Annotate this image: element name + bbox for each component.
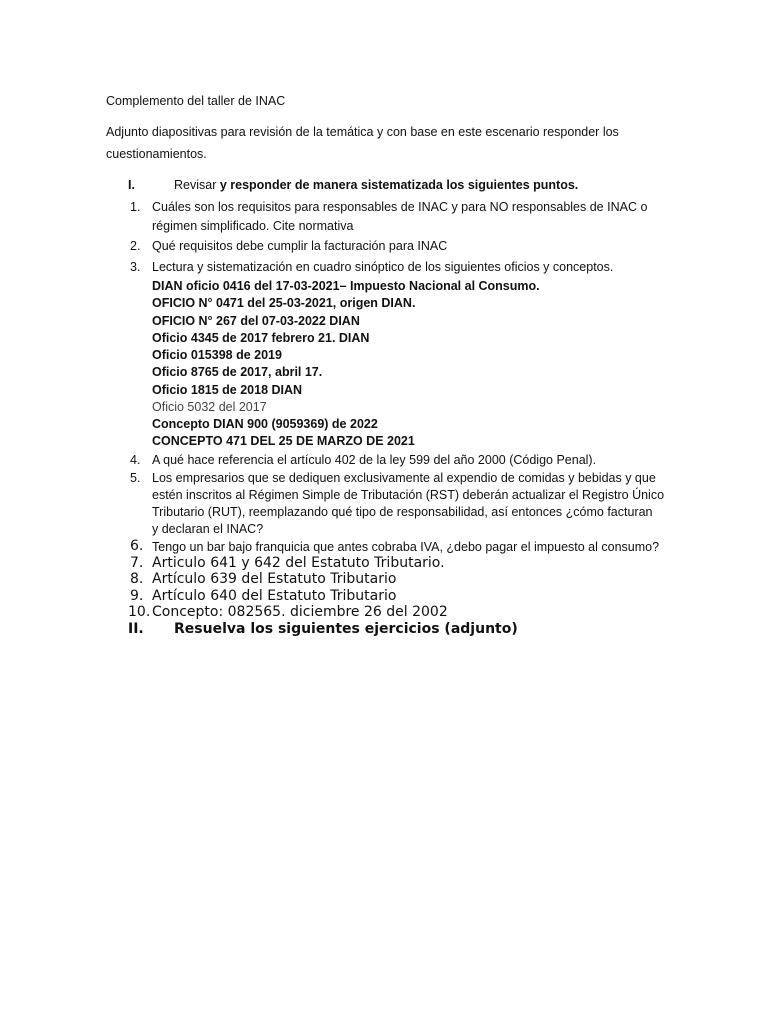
item-9-line-1: Artículo 640 del Estatuto Tributario	[152, 588, 397, 604]
item-1-line-2: régimen simplificado. Cite normativa	[152, 219, 354, 233]
item-5-line-2: estén inscritos al Régimen Simple de Tributación (RST) deberán actualizar el Registro Único	[152, 488, 665, 502]
intro-line-1: Adjunto diapositivas para revisión de la temática y con base en este escenario responder los	[106, 125, 619, 139]
item-8-number: 8.	[130, 571, 144, 587]
item-3-ref-6: Oficio 8765 de 2017, abril 17.	[152, 365, 323, 379]
item-7-line-1: Articulo 641 y 642 del Estatuto Tributario.	[152, 555, 445, 571]
item-5-line-1: Los empresarios que se dediquen exclusivamente al expendio de comidas y bebidas y que	[152, 471, 656, 485]
item-5-line-4: y declaran el INAC?	[152, 522, 264, 536]
item-3-ref-10: CONCEPTO 471 DEL 25 DE MARZO DE 2021	[152, 434, 415, 448]
section-1-heading-bold: y responder de manera sistematizada los siguientes puntos.	[219, 178, 579, 192]
item-8-line-1: Artículo 639 del Estatuto Tributario	[152, 571, 397, 587]
item-6-line-1: Tengo un bar bajo franquicia que antes cobraba IVA, ¿debo pagar el impuesto al consumo?	[152, 540, 660, 554]
section-2-heading: Resuelva los siguientes ejercicios (adjunto)	[174, 621, 518, 637]
item-9-number: 9.	[130, 588, 144, 604]
item-1-number: 1.	[130, 200, 141, 214]
item-3-ref-5: Oficio 015398 de 2019	[152, 348, 282, 362]
item-10-number: 10.	[128, 604, 151, 620]
item-2-number: 2.	[130, 239, 141, 253]
item-3-line-1: Lectura y sistematización en cuadro sinóptico de los siguientes oficios y conceptos.	[152, 260, 614, 274]
section-1-marker: I.	[128, 178, 135, 192]
item-4-line-1: A qué hace referencia el artículo 402 de la ley 599 del año 2000 (Código Penal).	[152, 453, 597, 467]
item-3-number: 3.	[130, 260, 141, 274]
item-3-ref-8: Oficio 5032 del 2017	[152, 400, 267, 414]
item-4-number: 4.	[130, 453, 141, 467]
item-3-ref-4: Oficio 4345 de 2017 febrero 21. DIAN	[152, 331, 370, 345]
item-3-ref-9: Concepto DIAN 900 (9059369) de 2022	[152, 417, 378, 431]
section-2-marker: II.	[128, 621, 144, 637]
section-1-heading-normal: Revisar	[174, 178, 220, 192]
intro-line-2: cuestionamientos.	[106, 147, 207, 161]
item-3-ref-7: Oficio 1815 de 2018 DIAN	[152, 383, 303, 397]
item-5-line-3: Tributario (RUT), reemplazando qué tipo de responsabilidad, así entonces ¿cómo facturan	[152, 505, 653, 519]
item-1-line-1: Cuáles son los requisitos para responsables de INAC y para NO responsables de INAC o	[152, 200, 648, 214]
item-7-number: 7.	[130, 555, 144, 571]
item-6-number: 6.	[130, 538, 144, 554]
document-title: Complemento del taller de INAC	[106, 94, 286, 108]
item-5-number: 5.	[130, 471, 141, 485]
item-10-line-1: Concepto: 082565. diciembre 26 del 2002	[152, 604, 448, 620]
item-3-ref-3: OFICIO N° 267 del 07-03-2022 DIAN	[152, 314, 360, 328]
item-3-ref-1: DIAN oficio 0416 del 17-03-2021– Impuesto Nacional al Consumo.	[152, 279, 540, 293]
item-3-ref-2: OFICIO N° 0471 del 25-03-2021, origen DIAN.	[152, 296, 416, 310]
section-1-heading	[174, 177, 578, 194]
item-2-line-1: Qué requisitos debe cumplir la facturación para INAC	[152, 239, 448, 253]
